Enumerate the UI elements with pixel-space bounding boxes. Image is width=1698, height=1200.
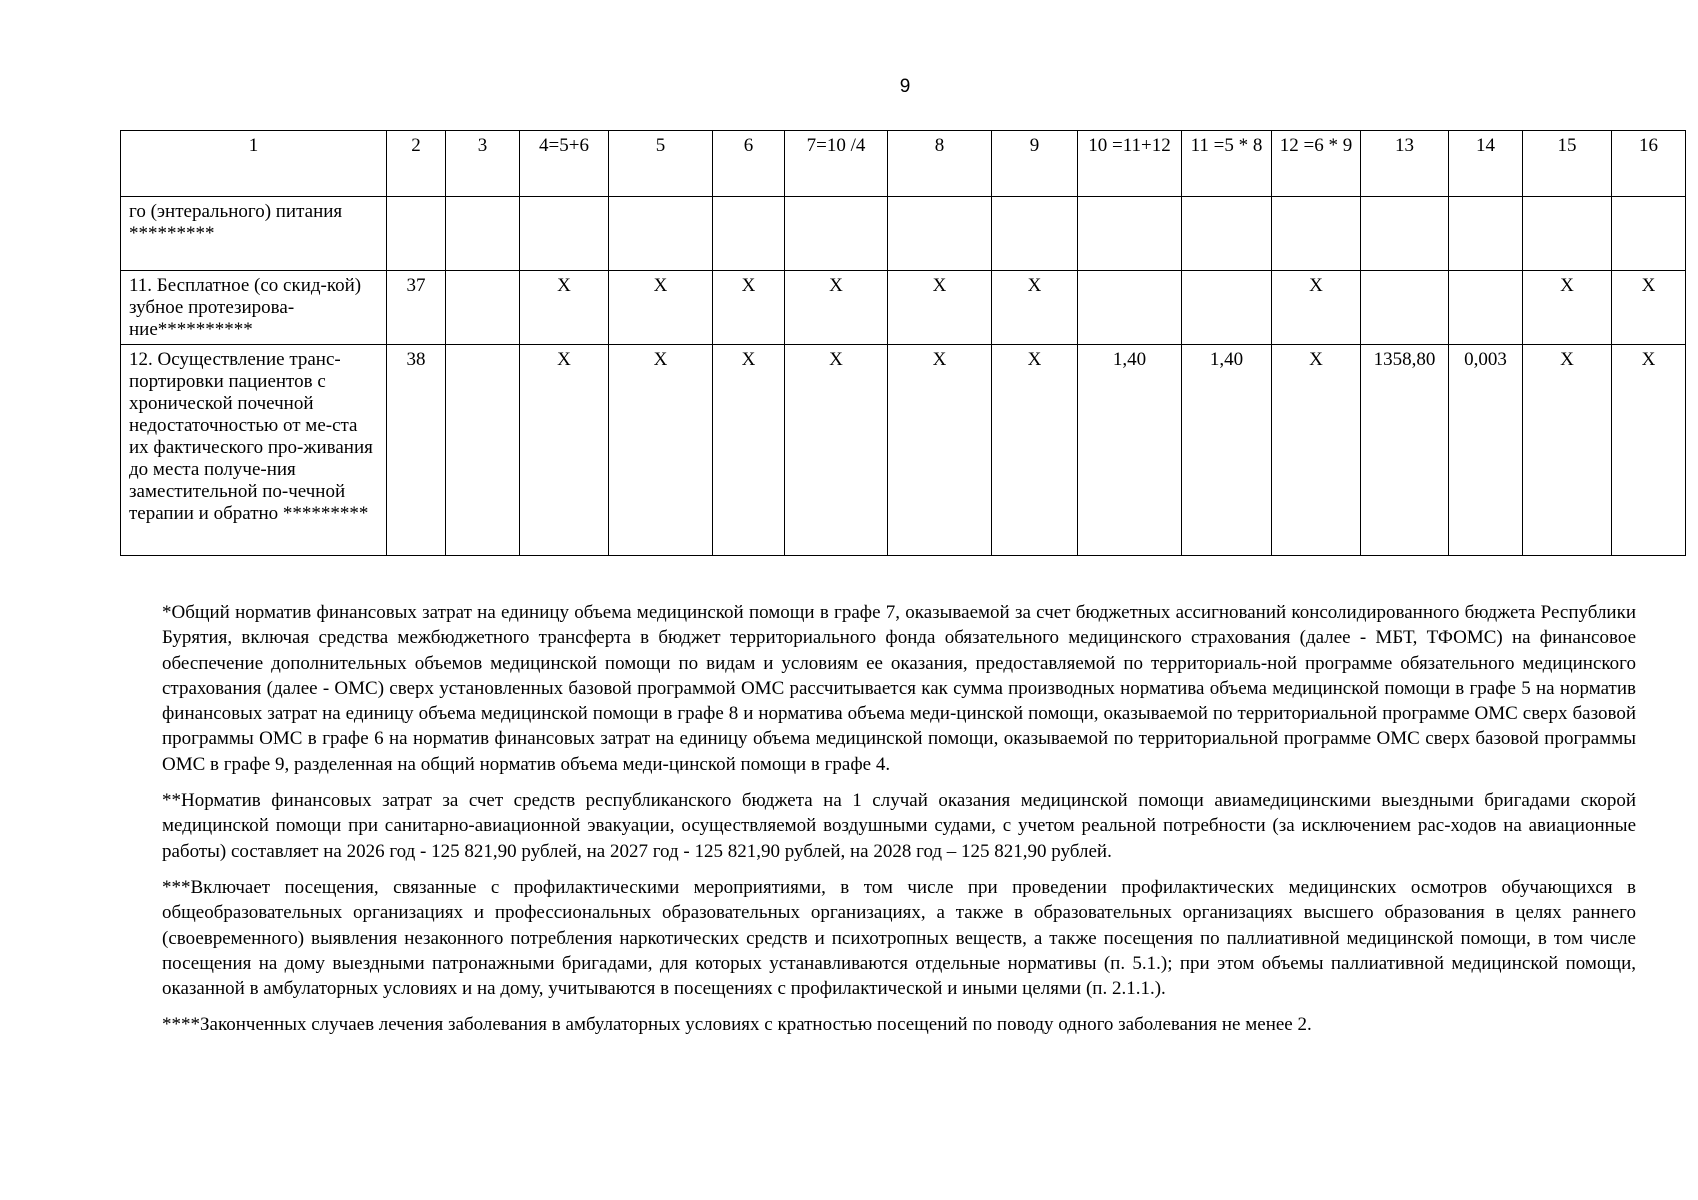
table-cell xyxy=(713,197,785,271)
row-label: 11. Бесплатное (со скид-кой) зубное протезирова-ние********** xyxy=(121,271,387,345)
table-cell: X xyxy=(1612,271,1686,345)
header-cell: 16 xyxy=(1612,131,1686,197)
header-cell: 5 xyxy=(609,131,713,197)
table-cell xyxy=(1182,271,1272,345)
table-cell: X xyxy=(992,345,1078,556)
table-cell xyxy=(1612,197,1686,271)
table-cell: X xyxy=(785,345,888,556)
footnote: ****Законченных случаев лечения заболевания в амбулаторных условиях с кратностью посещений по поводу одного заболевания не менее 2. xyxy=(162,1014,1312,1036)
data-table xyxy=(120,130,1686,556)
table-cell xyxy=(785,197,888,271)
table-cell xyxy=(609,197,713,271)
table-cell xyxy=(1523,197,1612,271)
table-cell xyxy=(1078,197,1182,271)
table-cell: 0,003 xyxy=(1449,345,1523,556)
table-cell: X xyxy=(609,271,713,345)
table-cell xyxy=(1182,197,1272,271)
table-cell: 38 xyxy=(387,345,446,556)
page-number: 9 xyxy=(899,76,911,97)
header-cell: 15 xyxy=(1523,131,1612,197)
header-cell: 12 =6 * 9 xyxy=(1272,131,1361,197)
header-cell: 11 =5 * 8 xyxy=(1182,131,1272,197)
table-cell: X xyxy=(1523,345,1612,556)
table-cell xyxy=(1449,197,1523,271)
table-cell: X xyxy=(713,345,785,556)
header-cell: 7=10 /4 xyxy=(785,131,888,197)
table-cell: X xyxy=(1612,345,1686,556)
table-cell xyxy=(520,197,609,271)
table-cell xyxy=(1361,197,1449,271)
table-cell: X xyxy=(609,345,713,556)
table-cell xyxy=(446,271,520,345)
row-label: 12. Осуществление транс-портировки пациентов с хронической почечной недостаточностью от ме-ста их фактического про-живания до места получе-ния заместительной по-чечной терапии и обратно ********* xyxy=(121,345,387,556)
table-cell xyxy=(888,197,992,271)
header-cell: 3 xyxy=(446,131,520,197)
table-cell: X xyxy=(992,271,1078,345)
table-row xyxy=(121,345,1686,556)
table-cell: 1358,80 xyxy=(1361,345,1449,556)
table-row xyxy=(121,197,1686,271)
table-cell: X xyxy=(785,271,888,345)
table-cell: 1,40 xyxy=(1078,345,1182,556)
table-cell: 37 xyxy=(387,271,446,345)
header-cell: 9 xyxy=(992,131,1078,197)
table-cell: X xyxy=(520,345,609,556)
footnote: *Общий норматив финансовых затрат на единицу объема медицинской помощи в графе 7, оказываемой за счет бюджетных ассигнований консолидированного бюджета Республики Бурятия, включая средства межбюджетного трансферта в бюджет территориального фонда обязательного медицинского страхования (далее - МБТ, ТФОМС) на финансовое обеспечение дополнительных объемов медицинской помощи по видам и условиям ее оказания, предоставляемой по территориаль-ной программе обязательного медицинского страхования (далее - ОМС) сверх установленных базовой программой ОМС рассчитывается как сумма производных норматива объема медицинской помощи в графе 5 на норматив финансовых затрат на единицу объема медицинской помощи в графе 8 и норматива объема меди-цинской помощи, оказываемой по территориальной программе ОМС сверх базовой программы ОМС в графе 6 на норматив финансовых затрат на единицу объема медицинской помощи, оказываемой по территориальной программе ОМС сверх базовой программы ОМС в графе 9, разделенная на общий норматив объема меди-цинской помощи в графе 4. xyxy=(162,602,1636,775)
table-cell xyxy=(1361,271,1449,345)
table-cell: X xyxy=(1272,345,1361,556)
table-cell: X xyxy=(1272,271,1361,345)
table-cell: 1,40 xyxy=(1182,345,1272,556)
header-cell: 4=5+6 xyxy=(520,131,609,197)
header-cell: 10 =11+12 xyxy=(1078,131,1182,197)
table-cell xyxy=(1272,197,1361,271)
header-cell: 2 xyxy=(387,131,446,197)
table-cell: X xyxy=(520,271,609,345)
table-cell: X xyxy=(888,271,992,345)
table-cell: X xyxy=(713,271,785,345)
footnote: **Норматив финансовых затрат за счет средств республиканского бюджета на 1 случай оказания медицинской помощи авиамедицинскими выездными бригадами скорой медицинской помощи при санитарно-авиационной эвакуации, осуществляемой воздушными судами, с учетом реальной потребности (за исключением рас-ходов на авиационные работы) составляет на 2026 год - 125 821,90 рублей, на 2027 год - 125 821,90 рублей, на 2028 год – 125 821,90 рублей. xyxy=(162,790,1636,862)
header-cell: 6 xyxy=(713,131,785,197)
row-label: го (энтерального) питания ********* xyxy=(121,197,387,271)
table-cell xyxy=(1078,271,1182,345)
table-row xyxy=(121,271,1686,345)
footnotes xyxy=(162,600,1636,1049)
table-cell xyxy=(387,197,446,271)
table-cell: X xyxy=(1523,271,1612,345)
table-cell xyxy=(1449,271,1523,345)
footnote: ***Включает посещения, связанные с профилактическими мероприятиями, в том числе при проведении профилактических медицинских осмотров обучающихся в общеобразовательных организациях и профессиональных образовательных организациях, а также в образовательных организациях высшего образования в целях раннего (своевременного) выявления незаконного потребления наркотических средств и психотропных веществ, а также посещения по паллиативной медицинской помощи, в том числе посещения на дому выездными патронажными бригадами, для которых устанавливаются отдельные нормативы (п. 5.1.); при этом объемы паллиативной медицинской помощи, оказанной в амбулаторных условиях и на дому, учитываются в посещениях с профилактической и иными целями (п. 2.1.1.). xyxy=(162,876,1636,1000)
table-cell xyxy=(992,197,1078,271)
header-cell: 1 xyxy=(121,131,387,197)
header-cell: 14 xyxy=(1449,131,1523,197)
header-cell: 8 xyxy=(888,131,992,197)
table-cell: X xyxy=(888,345,992,556)
header-cell: 13 xyxy=(1361,131,1449,197)
table-cell xyxy=(446,197,520,271)
table-header-row xyxy=(121,131,1686,197)
table-cell xyxy=(446,345,520,556)
